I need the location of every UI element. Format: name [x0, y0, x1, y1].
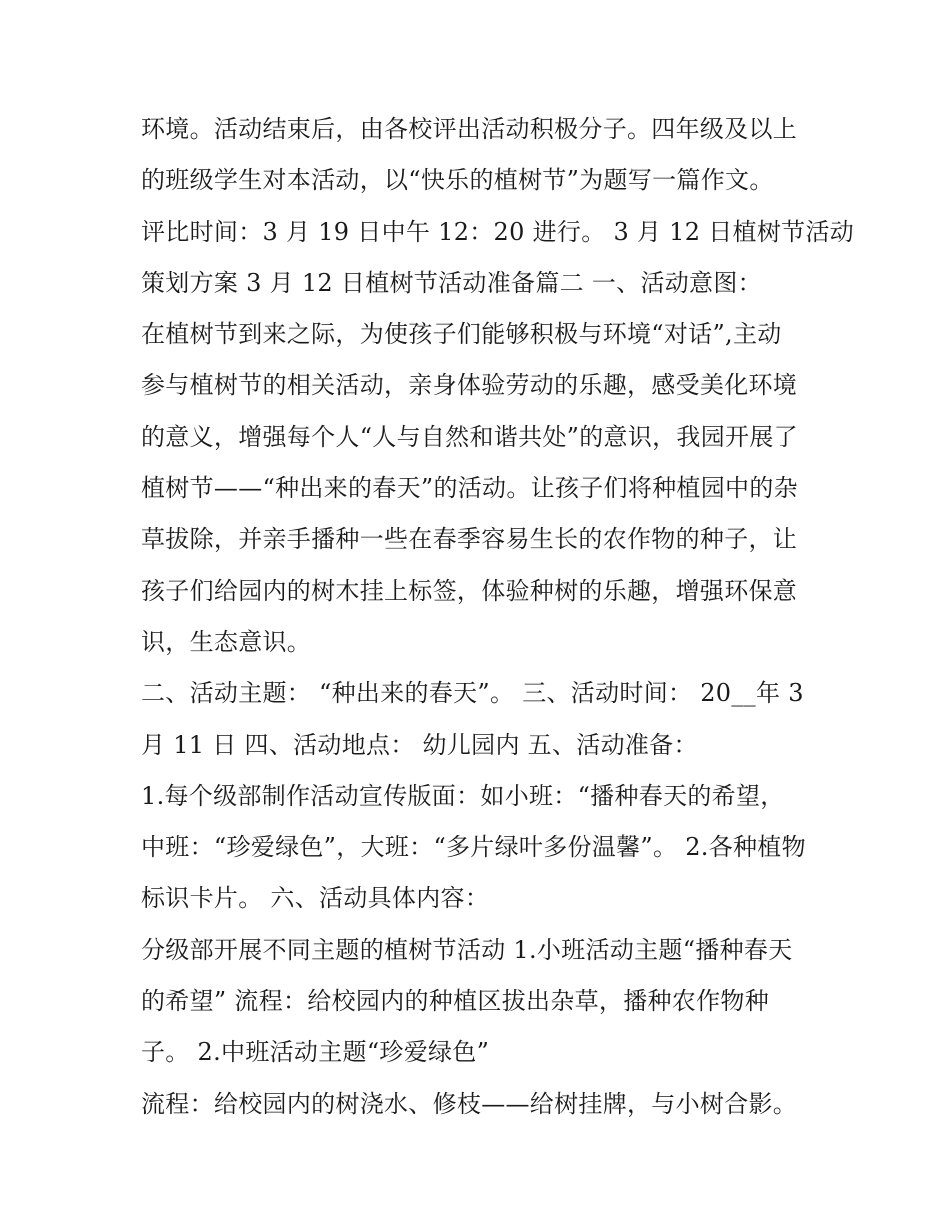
- text-line: 中班：“珍爱绿色”，大班：“多片绿叶多份温馨”。 2.各种植物: [141, 833, 806, 862]
- text-line: 流程：给校园内的树浇水、修枝——给树挂牌，与小树合影。: [141, 1089, 798, 1118]
- text-line: 在植树节到来之际，为使孩子们能够积极与环境“对话”,主动: [141, 320, 782, 349]
- text-line: 植树节——“种出来的春天”的活动。让孩子们将种植园中的杂: [141, 474, 798, 503]
- text-line: 识，生态意识。: [141, 627, 312, 656]
- text-line: 的希望” 流程：给校园内的种植区拔出杂草，播种农作物种: [141, 987, 769, 1016]
- text-line: 参与植树节的相关活动，亲身体验劳动的乐趣，感受美化环境: [141, 371, 798, 400]
- text-line: 环境。活动结束后，由各校评出活动积极分子。四年级及以上: [141, 115, 798, 143]
- text-line: 孩子们给园内的树木挂上标签，体验种树的乐趣，增强环保意: [141, 576, 798, 605]
- text-line: 标识卡片。 六、活动具体内容：: [141, 884, 490, 913]
- text-line: 二、活动主题： “种出来的春天”。 三、活动时间： 20__年 3: [141, 679, 804, 708]
- text-line: 的班级学生对本活动，以“快乐的植树节”为题写一篇作文。: [141, 166, 774, 195]
- document-body: [141, 104, 855, 1130]
- text-line: 分级部开展不同主题的植树节活动 1.小班活动主题“播种春天: [141, 935, 793, 964]
- text-line: 策划方案 3 月 12 日植树节活动准备篇二 一、活动意图：: [141, 268, 762, 297]
- text-line: 草拔除，并亲手播种一些在春季容易生长的农作物的种子，让: [141, 525, 798, 554]
- text-line: 评比时间：3 月 19 日中午 12：20 进行。 3 月 12 日植树节活动: [141, 217, 855, 246]
- text-line: 的意义，增强每个人“人与自然和谐共处”的意识，我园开展了: [141, 422, 798, 451]
- text-line: 月 11 日 四、活动地点： 幼儿园内 五、活动准备：: [141, 730, 698, 759]
- text-line: 1.每个级部制作活动宣传版面：如小班：“播种春天的希望，: [141, 781, 785, 810]
- text-line: 子。 2.中班活动主题“珍爱绿色”: [141, 1038, 490, 1067]
